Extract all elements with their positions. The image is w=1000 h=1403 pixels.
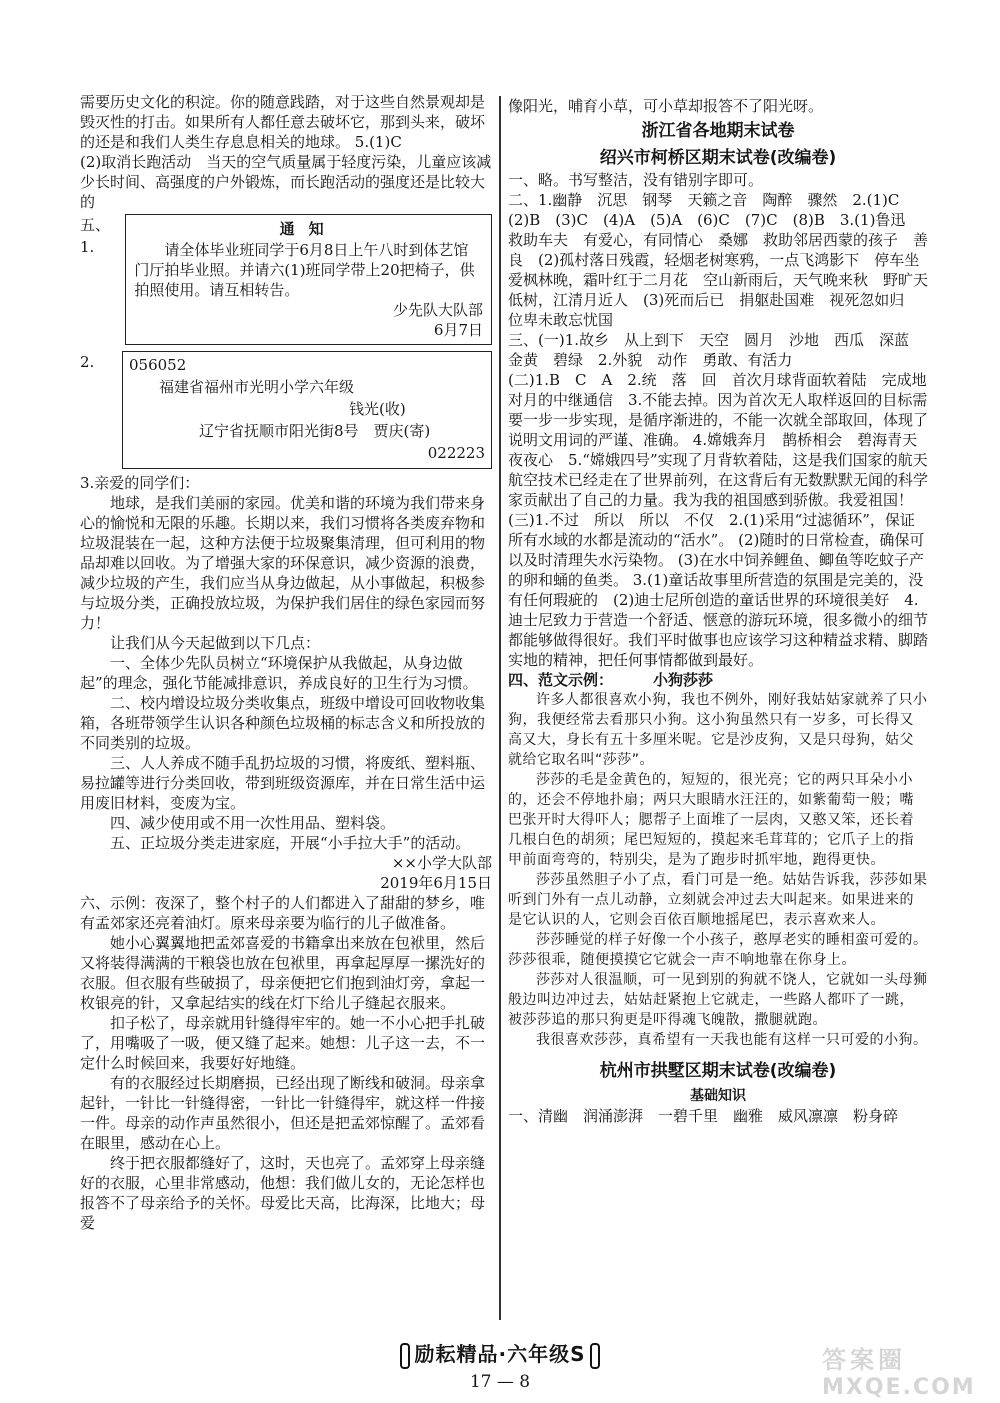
left-paragraph-1: 需要历史文化的积淀。你的随意践踏，对于这些自然景观却是毁灭性的打击。如果所有人都任意去破坏它，那到头来，破坏的还是和我们人类生存息息相关的地球。 5.(1)C	[80, 93, 486, 151]
section-title-zhejiang: 浙江省各地期末试卷	[641, 121, 795, 141]
notice-section	[80, 214, 492, 345]
section-title-hangzhou: 杭州市拱墅区期末试卷(改编卷)	[599, 1061, 837, 1081]
footer-brand-text: 励耘精品·六年级S	[414, 1342, 586, 1366]
notice-sign: 少先队大队部	[392, 301, 483, 319]
page-number: 17 — 8	[469, 1372, 531, 1392]
envelope-recipient-address: 福建省福州市光明小学六年级	[159, 378, 355, 396]
answer-part-3-2: (二)1.B C A 2.统 落 回 首次月球背面软着陆 完成地对月的中继通信 3.不能去掉。因为首次无人取样返回的目标需要一步一步实现，是循序渐进的，不能一次就全部取回，体现了说明文用词的严谨、准确。 4.嫦娥奔月 鹊桥相会 碧海青天夜夜心 5.“嫦娥四号”实现了月背软着陆，这是我们国家的航天航空技术已经走在了世界前列，在这背后有无数默默无闻的科学家贡献出了自己的力量。我为我的祖国感到骄傲。我爱祖国！	[508, 371, 929, 509]
letter-paragraph-1: 地球，是我们美丽的家园。优美和谐的环境为我们带来身心的愉悦和无限的乐趣。长期以来，我们习惯将各类废弃物和垃圾混装在一起，这种方法便于垃圾聚集清理，但可利用的物品却难以回收。为了增强大家的环保意识，减少资源的浪费，减少垃圾的产生，我们应当从身边做起，从小事做起，积极参与垃圾分类，正确投放垃圾，为保护我们居住的绿色家园而努力！	[80, 494, 486, 632]
section-five-label: 五、1.	[80, 216, 111, 256]
letter-paragraph-4: 二、校内增设垃圾分类收集点，班级中增设可回收物收集箱，各班带领学生认识各种颜色垃圾桶的标志含义和所投放的不同类别的垃圾。	[80, 694, 486, 752]
letter-paragraph-2: 让我们从今天起做到以下几点：	[110, 634, 321, 652]
letter-paragraph-6: 四、减少使用或不用一次性用品、塑料袋。	[110, 814, 396, 832]
essay-paragraph-1: 许多人都很喜欢小狗，我也不例外，刚好我姑姑家就养了只小狗，我便经常去看那只小狗。这小狗虽然只有一岁多，可长得又高又大，身长有五十多厘米呢。它是沙皮狗，又是只母狗，姑父就给它取名叫“莎莎”。	[508, 692, 928, 768]
envelope-code-top: 056052	[129, 356, 187, 374]
essay-title: 小狗莎莎	[653, 671, 714, 689]
section-three-heading: 3.亲爱的同学们：	[80, 474, 200, 492]
envelope-section	[80, 351, 492, 469]
letter-sign: ××小学大队部	[391, 854, 492, 872]
envelope-recipient-name: 钱光(收)	[349, 400, 406, 418]
essay-paragraph-2: 莎莎的毛是金黄色的，短短的，很光亮；它的两只耳朵小小的，还会不停地扑扇；两只大眼睛水汪汪的，如紫葡萄一般；嘴巴张开时大得吓人；腮帮子上面堆了一层肉，又憨又笨，还长着几根白色的胡须；尾巴短短的，摸起来毛茸茸的；它爪子上的指甲前面弯弯的，特别尖，是为了跑步时抓牢地，跑得更快。	[508, 772, 914, 868]
essay-paragraph-3: 莎莎虽然胆子小了点，看门可是一绝。姑姑告诉我，莎莎如果听到门外有一点儿动静，立刻就会冲过去大叫起来。如果进来的是它认识的人，它则会百依百顺地摇尾巴，表示喜欢来人。	[508, 872, 928, 928]
right-paragraph-0: 像阳光，哺育小草，可小草却报答不了阳光呀。	[508, 97, 824, 115]
envelope-code-bottom: 022223	[427, 444, 485, 462]
envelope-box	[122, 351, 492, 469]
essay-paragraph-6: 我很喜欢莎莎，真希望有一天我也能有这样一只可爱的小狗。	[536, 1032, 928, 1048]
letter-paragraph-3: 一、全体少先队员树立“环境保护从我做起，从身边做起”的理念，强化节能减排意识，养成良好的卫生行为习惯。	[80, 654, 478, 692]
notice-box	[125, 214, 492, 345]
column-divider	[499, 96, 501, 1320]
letter-paragraph-7: 五、正垃圾分类走进家庭，开展“小手拉大手”的活动。	[110, 834, 471, 852]
answer-part-3-3: (三)1.不过 所以 所以 不仅 2.(1)采用“过滤循环”，保证所有水域的水都是流动的“活水”。 (2)随时的日常检查，确保可以及时清理失水污染物。 (3)在水中饲养鲤鱼、鲫鱼等吃蚊子产的卵和蛹的鱼类。 3.(1)童话故事里所营造的氛围是完美的，没有任何瑕疵的 (2)迪士尼所创造的童话世界的环境很美好 4.迪士尼致力于营造一个舒适、惬意的游玩环境，很多微小的细节都能够做得很好。我们平时做事也应该学习这种精益求精、脚踏实地的精神，把任何事情都做到最好。	[508, 511, 929, 669]
essay-paragraph-4: 莎莎睡觉的样子好像一个小孩子，憨厚老实的睡相蛮可爱的。莎莎很乖，随便摸摸它它就会一声不响地靠在你身上。	[508, 932, 928, 968]
section-title-shaoxing: 绍兴市柯桥区期末试卷(改编卷)	[599, 148, 837, 168]
answer-part-3-1: 三、(一)1.故乡 从上到下 天空 圆月 沙地 西瓜 深蓝 金黄 碧绿 2.外貌 动作 勇敢、有活力	[508, 331, 925, 369]
essay-paragraph-5: 莎莎对人很温顺，可一见到别的狗就不饶人，它就如一头母狮般边叫边冲过去，姑姑赶紧抱上它就走，一些路人都吓了一跳，被莎莎追的那只狗更是吓得魂飞魄散，撒腿就跑。	[508, 972, 928, 1028]
section-six-paragraph-2: 她小心翼翼地把孟郊喜爱的书籍拿出来放在包袱里，然后又将装得满满的干粮袋也放在包袱里，再拿起厚厚一摞洗好的衣服。但衣服有些破损了，母亲便把它们抱到油灯旁，拿起一枚银亮的针，又拿起结实的线在灯下给儿子缝起衣服来。	[80, 934, 486, 1012]
section-six-paragraph-5: 终于把衣服都缝好了，这时，天也亮了。孟郊穿上母亲缝好的衣服，心里非常感动，他想：我们做儿女的，无论怎样也报答不了母亲给予的关怀。母爱比天高，比海深，比地大；母爱	[80, 1154, 486, 1232]
notice-date: 6月7日	[433, 321, 483, 339]
left-paragraph-2: (2)取消长跑活动 当天的空气质量属于轻度污染，儿童应该减少长时间、高强度的户外锻炼，而长跑活动的强度还是比较大的	[80, 153, 492, 211]
section-subtitle-basics: 基础知识	[690, 1088, 746, 1104]
answer-hangzhou-1: 一、清幽 润涌澎湃 一碧千里 幽雅 威风凛凛 粉身碎	[508, 1107, 899, 1125]
watermark-top: 答案圈	[822, 1346, 906, 1374]
notice-body: 请全体毕业班同学于6月8日上午八时到体艺馆门厅拍毕业照。并请六(1)班同学带上20把椅子，供拍照使用。请互相转告。	[134, 241, 475, 299]
footer-brand	[396, 1342, 603, 1366]
answer-part-2: 二、1.幽静 沉思 钢琴 天籁之音 陶醉 骤然 2.(1)C (2)B (3)C (4)A (5)A (6)C (7)C (8)B 3.(1)鲁迅 救助车夫 有爱心，有同情心 桑娜 救助邻居西蒙的孩子 善良 (2)孤村落日残霞，轻烟老树寒鸦，一点飞鸿影下 停车坐爱枫林晚，霜叶红于二月花 空山新雨后，天气晚来秋 野旷天低树，江清月近人 (3)死而后已 捐躯赴国难 视死忽如归 位卑未敢忘忧国	[508, 191, 929, 329]
letter-paragraph-5: 三、人人养成不随手乱扔垃圾的习惯，将废纸、塑料瓶、易拉罐等进行分类回收，带到班级资源库，并在日常生活中运用废旧材料，变废为宝。	[80, 754, 486, 812]
letter-date: 2019年6月15日	[380, 874, 492, 892]
answer-part-1: 一、略。书写整洁，没有错别字即可。	[508, 171, 764, 189]
section-six-paragraph-3: 扣子松了，母亲就用针缝得牢牢的。她一不小心把手扎破了，用嘴吸了一吸，便又缝了起来。她想：儿子这一去，不一定什么时候回来，我要好好地缝。	[80, 1014, 486, 1072]
essay-label: 四、范文示例：	[508, 671, 614, 689]
watermark-bottom: MXQE.COM	[822, 1375, 976, 1400]
right-column	[508, 96, 928, 1126]
envelope-sender: 辽宁省抚顺市阳光街8号 贾庆(寄)	[199, 422, 431, 440]
section-six-paragraph-1: 六、示例：夜深了，整个村子的人们都进入了甜甜的梦乡，唯有孟郊家还亮着油灯。原来母亲要为临行的儿子做准备。	[80, 894, 486, 932]
bracket-right-icon	[590, 1343, 600, 1369]
essay-header	[508, 670, 928, 690]
section-six-paragraph-4: 有的衣服经过长期磨损，已经出现了断线和破洞。母亲拿起针，一针比一针缝得密，一针比一针缝得牢，就这样一件接一件。母亲的动作声虽然很小，但还是把孟郊惊醒了。孟郊看在眼里，感动在心上。	[80, 1074, 486, 1152]
envelope-label: 2.	[80, 353, 95, 371]
left-column	[80, 92, 492, 1233]
watermark-logo	[822, 1340, 982, 1400]
notice-title: 通知	[279, 220, 338, 238]
bracket-left-icon	[400, 1343, 410, 1369]
